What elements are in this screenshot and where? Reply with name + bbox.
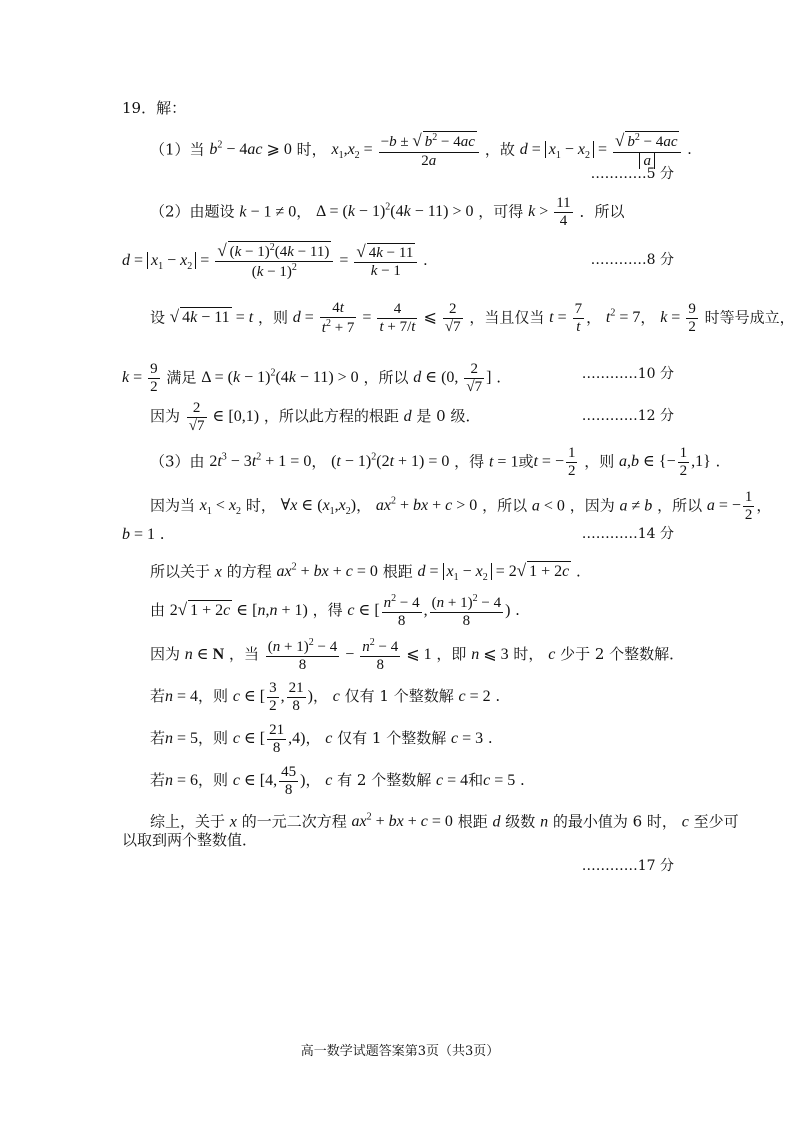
part3-case-n5: 若n = 5，则 c ∈ [ $\frac{21}{8}$ ,4)， c 仅有 1 个整数解 c = 3 . <box>150 721 493 756</box>
part3-case-n4: 若n = 4，则 c ∈ [ $\frac{3}{2}$ , $\frac{21}{8}$ )， c 仅有 1 个整数解 c = 2 . <box>150 679 501 714</box>
part3-line4: 所以关于 x 的方程 $ax^2$ + bx + c = 0 根距 $d = x_1 - x_2 = 2√$ 1 + 2c . <box>150 561 581 584</box>
part2-line5: 因为 $\frac{2}{√7}$ ∈ [0,1) ，所以此方程的根距 d 是 0 级． …………12 分 <box>0 394 800 438</box>
part3-line1: （3）由 $2t^3 - 3t^2 + 1 = 0$， $(t - 1)^2(2t + 1) = 0$ ，得 t = 1或t = − $\frac{1}{2}$ ，则 a,b ∈ {− $\frac{1}{2}$ ,1} . <box>150 444 721 480</box>
part1-text: （1）当 $b^2 - 4ac$ ⩾ 0 时， $x_1,x_2$ = $\frac{-b \pm √ b^2 - 4ac}{2a}$ ，故 $d = x_1 - x_2$ = $\frac{√ b^2 - 4ac}{a}$ . <box>150 131 692 169</box>
part3-line2: 因为当 $x_1 < x_2$ 时， ∀x ∈ $(x_1,x_2)$， $ax^2$ + bx + c > 0 ，所以 a < 0 ，因为 a ≠ b ，所以 a = − $\frac{1}{2}$ ， <box>150 488 772 524</box>
problem-label: 19．解： <box>122 99 187 117</box>
part2-line3: 设 √ 4k − 11 = t ，则 d = $\frac{4t}{t^2 + 7}$ = $\frac{4}{t + 7/t}$ ⩽ $\frac{2}{√7}$ ，当且仅当 t = $\frac{7}{t}$ ， $t^2 = 7$， k = $\frac{9}{2}$ 时等号成立， <box>150 299 795 337</box>
part3-line3: b = 1 . …………14 分 <box>0 512 800 556</box>
score-5: …………5 分 <box>590 166 674 182</box>
part3-line6: 因为 n ∈ N ，当 $\frac{(n + 1)^2 - 4}{8}$ − $\frac{n^2 - 4}{8}$ ⩽ 1 ，即 n ⩽ 3 时， c 少于 2 个整数解． <box>150 636 685 673</box>
part2-line4: k = $\frac{9}{2}$ 满足 $\Delta = (k - 1)^2(4k - 11) > 0$ ，所以 d ∈ (0, $\frac{2}{√7}$ ] . …………10 分 <box>0 352 800 396</box>
page-footer: 高一数学试题答案第3页（共3页） <box>300 1044 500 1059</box>
part3-case-n6: 若n = 6，则 c ∈ [4, $\frac{45}{8}$ )， c 有 2 个整数解 c = 4和c = 5 . <box>150 763 525 798</box>
part2-line2: $d = x_1 - x_2$ = $\frac{√ (k - 1)^2(4k - 11)}{(k - 1)^2}$ = $\frac{√ 4k - 11}{k - 1}$ . …………8 分 <box>0 238 800 282</box>
summary-line2: 以取到两个整数值． <box>122 831 258 849</box>
summary-line1: 综上，关于 x 的一元二次方程 $ax^2$ + bx + c = 0 根距 d 级数 n 的最小值为 6 时， c 至少可 <box>150 812 739 831</box>
score-8: …………8 分 <box>590 252 674 268</box>
score-17: …………17 分 <box>581 858 674 874</box>
part2-line1: （2）由题设 k − 1 ≠ 0， $\Delta = (k - 1)^2(4k - 11) > 0$ ，可得 k > $\frac{11}{4}$ ．所以 <box>150 194 625 230</box>
part3-line5: 由 2√ 1 + 2c ∈ [n,n + 1) ，得 c ∈ [ $\frac{n^2 - 4}{8}$ , $\frac{(n + 1)^2 - 4}{8}$ ) . <box>150 592 520 629</box>
score-12: …………12 分 <box>581 408 674 424</box>
score-10: …………10 分 <box>581 366 674 382</box>
score-14: …………14 分 <box>581 526 674 542</box>
